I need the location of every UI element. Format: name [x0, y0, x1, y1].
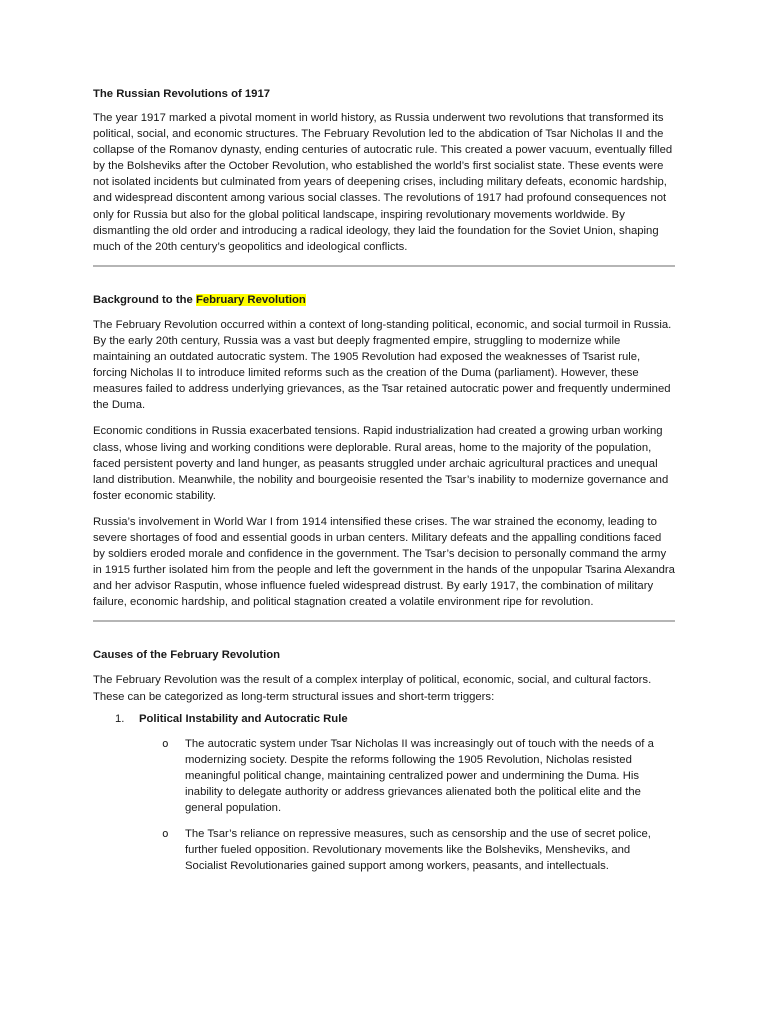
bullet-marker: o	[162, 736, 169, 750]
section-heading-background	[93, 292, 675, 308]
bullet-text: The Tsar’s reliance on repressive measures, such as censorship and the use of secret police, further fueled opposition. Revolutionary movements like the Bolsheviks, Mensheviks, and Socialist Revolutionaries gained support among workers, peasants, and intellectuals.	[185, 828, 651, 873]
bullet-list-item	[93, 826, 675, 874]
document-title: The Russian Revolutions of 1917	[93, 88, 271, 100]
heading-prefix: Background to the	[93, 293, 196, 306]
list-number: 1.	[115, 712, 125, 725]
section-divider	[93, 265, 675, 267]
causes-intro-paragraph: The February Revolution was the result of a complex interplay of political, economic, social, and cultural factors. These can be categorized as long-term structural issues and short-term triggers:	[93, 674, 652, 703]
highlighted-text: February Revolution	[195, 293, 306, 306]
section-divider	[93, 620, 675, 622]
list-item-label: Political Instability and Autocratic Rule	[139, 712, 348, 725]
background-paragraph: The February Revolution occurred within a context of long-standing political, economic, and social turmoil in Russia. By the early 20th century, Russia was a vast but deeply fragmented empire, struggling to modernize while maintaining an outdated autocratic system. The 1905 Revolution had exposed the weaknesses of Tsarist rule, forcing Nicholas II to introduce limited reforms such as the creation of the Duma (parliament). However, these measures failed to address underlying grievances, as the Tsar retained autocratic power and frequently undermined the Duma.	[93, 318, 672, 412]
intro-paragraph: The year 1917 marked a pivotal moment in world history, as Russia underwent two revolutions that transformed its political, social, and economic structures. The February Revolution led to the abdication of Tsar Nicholas II and the collapse of the Romanov dynasty, ending centuries of autocratic rule. This created a power vacuum, eventually filled by the Bolsheviks after the October Revolution, who established the world’s first socialist state. These events were not isolated incidents but culminated from years of deepening crises, including military defeats, economic hardship, and widespread discontent among various social classes. The revolutions of 1917 had profound consequences not only for Russia but also for the global political landscape, inspiring revolutionary movements worldwide. By dismantling the old order and introducing a radical ideology, they laid the foundation for the Soviet Union, shaping much of the 20th century’s geopolitics and ideological conflicts.	[93, 112, 673, 253]
background-paragraph: Russia’s involvement in World War I from 1914 intensified these crises. The war strained the economy, leading to severe shortages of food and essential goods in urban centers. Military defeats and the appalling conditions faced by soldiers eroded morale and confidence in the government. The Tsar’s decision to personally command the army in 1915 further isolated him from the people and left the government in the hands of the unpopular Tsarina Alexandra and her advisor Rasputin, whose influence fueled widespread distrust. By early 1917, the combination of military failure, economic hardship, and political stagnation created a volatile environment ripe for revolution.	[93, 515, 675, 609]
background-paragraph: Economic conditions in Russia exacerbated tensions. Rapid industrialization had created a growing urban working class, whose living and working conditions were deplorable. Rural areas, home to the majority of the population, faced persistent poverty and land hunger, as peasants struggled under archaic agricultural practices and unequal land distribution. Meanwhile, the nobility and bourgeoisie resented the Tsar’s inability to modernize governance and foster economic stability.	[93, 425, 669, 502]
bullet-list-item	[93, 736, 675, 816]
document-page	[93, 86, 675, 884]
numbered-list-item	[93, 711, 675, 727]
bullet-marker: o	[162, 827, 169, 841]
section-heading-causes: Causes of the February Revolution	[93, 649, 281, 662]
bullet-text: The autocratic system under Tsar Nicholas II was increasingly out of touch with the needs of a modernizing society. Despite the reforms following the 1905 Revolution, Nicholas resisted meaningful political change, maintaining centralized power and undermining the Duma. His inability to delegate authority or address grievances alienated both the political elite and the general population.	[185, 737, 654, 814]
